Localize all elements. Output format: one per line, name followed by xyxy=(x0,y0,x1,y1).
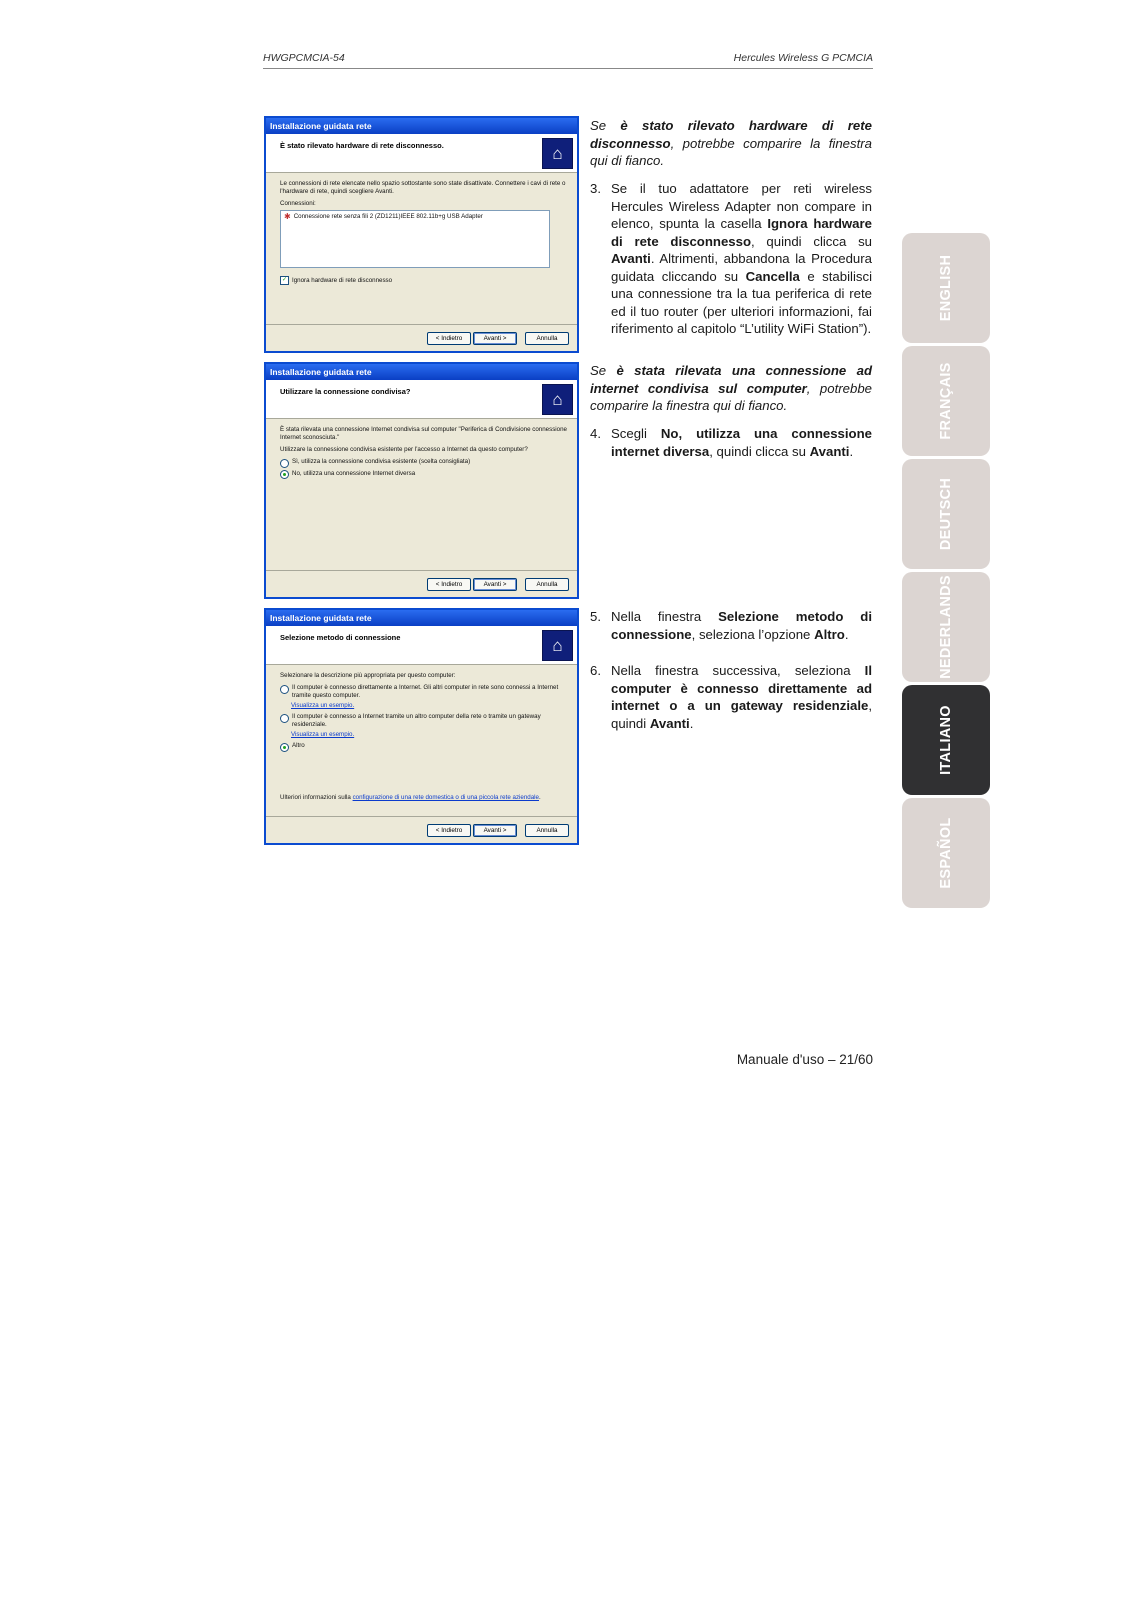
step-text xyxy=(611,662,872,732)
tab-label: NEDERLANDS xyxy=(938,575,954,679)
text-fragment: Nella finestra xyxy=(611,609,719,624)
text-fragment: , potrebbe comparire la finestra qui di fianco. xyxy=(590,135,872,168)
network-wizard-icon: ⌂ xyxy=(542,138,573,169)
text-fragment-bold: Avanti xyxy=(809,443,850,459)
dialog-description: Le connessioni di rete elencate nello spazio sottostante sono state disattivate. Connettere i cavi di rete o l'hardware di rete, quindi scegliere Avanti. xyxy=(280,180,566,195)
more-info-text xyxy=(280,794,541,801)
ignore-hardware-checkbox[interactable] xyxy=(280,276,567,285)
text-fragment: , quindi clicca su xyxy=(709,443,810,459)
text-fragment: , quindi clicca su xyxy=(751,233,872,249)
dialog-heading: È stato rilevato hardware di rete disconnesso. xyxy=(280,141,444,150)
example-link-2[interactable]: Visualizza un esempio. xyxy=(291,731,355,738)
text-fragment-bold: Selezione metodo di connessione xyxy=(611,609,872,642)
tab-label: DEUTSCH xyxy=(938,477,954,551)
text-fragment: . Altrimenti, abbandona la Procedura guidata cliccando su xyxy=(611,251,872,284)
dialog-buttons xyxy=(427,332,569,345)
radio-label: No, utilizza una connessione Internet diversa xyxy=(292,469,416,477)
text-fragment-bold: è stata rilevata una connessione ad internet condivisa sul computer xyxy=(590,363,872,396)
dialog-shared-connection xyxy=(264,362,579,599)
cancel-button[interactable]: Annulla xyxy=(525,332,569,345)
next-button[interactable]: Avanti > xyxy=(473,824,517,837)
tab-deutsch[interactable] xyxy=(902,459,990,569)
radio-use-shared[interactable] xyxy=(280,458,567,468)
radio-label: Il computer è connesso direttamente a Internet. Gli altri computer in rete sono connessi a Internet tramite questo computer. xyxy=(292,684,559,699)
header-product-name: Hercules Wireless G PCMCIA xyxy=(733,52,873,64)
text-fragment-bold: è stato rilevato hardware di rete disconnesso xyxy=(590,118,872,151)
dialog-description: È stata rilevata una connessione Internet condivisa sul computer "Periferica di Condivisione connessione Internet sconosciuta." xyxy=(280,426,567,441)
cancel-button[interactable]: Annulla xyxy=(525,824,569,837)
text-fragment: Se il tuo adattatore per reti wireless Hercules Wireless Adapter non compare in elenco, spunta la casella xyxy=(611,181,872,231)
tab-nederlands[interactable] xyxy=(902,572,990,682)
dialog-header xyxy=(266,380,577,419)
example-link-1[interactable]: Visualizza un esempio. xyxy=(291,702,355,709)
network-wizard-icon: ⌂ xyxy=(542,630,573,661)
radio-via-gateway[interactable] xyxy=(280,713,567,729)
wireless-adapter-icon: ✱ xyxy=(284,212,291,221)
text-fragment: Scegli xyxy=(611,426,661,441)
text-fragment: . xyxy=(849,443,854,459)
connections-list[interactable] xyxy=(280,210,550,268)
radio-unselected-icon xyxy=(280,685,289,694)
dialog-buttons xyxy=(427,578,569,591)
radio-use-different[interactable] xyxy=(280,470,567,480)
more-info-suffix: . xyxy=(539,794,541,801)
back-button[interactable]: < Indietro xyxy=(427,824,471,837)
step-number: 5. xyxy=(590,609,601,624)
step-4 xyxy=(590,425,872,460)
radio-label: Altro xyxy=(292,742,305,749)
dialog-question: Utilizzare la connessione condivisa esistente per l'accesso a Internet da questo computer? xyxy=(280,446,528,453)
dialog-titlebar: Installazione guidata rete xyxy=(266,364,577,380)
radio-unselected-icon xyxy=(280,459,289,468)
dialog-body xyxy=(280,426,567,481)
radio-other[interactable] xyxy=(280,742,567,752)
step-3 xyxy=(590,180,872,338)
radio-selected-icon xyxy=(280,743,289,752)
page-footer: Manuale d'uso – 21/60 xyxy=(736,1052,873,1067)
tab-espanol[interactable] xyxy=(902,798,990,908)
next-button[interactable]: Avanti > xyxy=(473,332,517,345)
radio-label: Sì, utilizza la connessione condivisa esistente (scelta consigliata) xyxy=(292,458,471,465)
text-fragment: Nella finestra successiva, seleziona xyxy=(611,663,865,678)
header-doc-code: HWGPCMCIA-54 xyxy=(263,52,345,64)
list-item-label: Connessione rete senza fili 2 (ZD1211)IEEE 802.11b+g USB Adapter xyxy=(293,213,483,220)
tab-english[interactable] xyxy=(902,233,990,343)
text-fragment: . xyxy=(689,715,694,731)
list-item[interactable] xyxy=(284,213,546,221)
text-fragment: Se xyxy=(590,363,617,378)
radio-direct-internet[interactable] xyxy=(280,684,567,700)
text-fragment-bold: No, utilizza una connessione internet diversa xyxy=(611,426,872,459)
text-fragment: , quindi xyxy=(611,698,872,731)
footer-divider xyxy=(266,324,577,325)
footer-divider xyxy=(266,570,577,571)
text-fragment-bold: Avanti xyxy=(611,251,651,266)
dialog-heading: Utilizzare la connessione condivisa? xyxy=(280,387,411,396)
radio-unselected-icon xyxy=(280,714,289,723)
intro-paragraph-2 xyxy=(590,362,872,415)
tab-francais[interactable] xyxy=(902,346,990,456)
header-divider xyxy=(263,68,873,69)
radio-label: Il computer è connesso a Internet tramite un altro computer della rete o tramite un gateway residenziale. xyxy=(292,713,541,728)
dialog-heading: Selezione metodo di connessione xyxy=(280,633,401,642)
text-fragment-bold: Avanti xyxy=(649,715,690,731)
dialog-disconnected-hardware xyxy=(264,116,579,353)
text-fragment: e stabilisci una connessione tra la tua periferica di rete ed il tuo router (per ulteriori informazioni, fai riferimento al capitolo “L’utility WiFi Station”). xyxy=(611,268,873,336)
step-text xyxy=(611,608,872,643)
back-button[interactable]: < Indietro xyxy=(427,578,471,591)
network-wizard-icon: ⌂ xyxy=(542,384,573,415)
step-text xyxy=(611,180,872,338)
step-text xyxy=(611,425,872,460)
checkbox-label: Ignora hardware di rete disconnesso xyxy=(292,276,393,284)
tab-label: ITALIANO xyxy=(938,705,954,775)
dialog-body xyxy=(280,180,567,285)
text-fragment-bold: Altro xyxy=(814,626,845,642)
home-network-link[interactable]: configurazione di una rete domestica o di una piccola rete aziendale xyxy=(352,794,539,801)
dialog-header xyxy=(266,134,577,173)
checkbox-checked-icon: ✓ xyxy=(281,277,288,283)
back-button[interactable]: < Indietro xyxy=(427,332,471,345)
intro-paragraph-1 xyxy=(590,117,872,170)
tab-label: ESPAÑOL xyxy=(938,817,954,889)
tab-label: FRANÇAIS xyxy=(938,362,954,440)
footer-divider xyxy=(266,816,577,817)
dialog-titlebar: Installazione guidata rete xyxy=(266,118,577,134)
text-fragment: , seleziona l’opzione xyxy=(691,626,815,642)
tab-label: ENGLISH xyxy=(938,254,954,322)
radio-selected-icon xyxy=(280,470,289,479)
dialog-body xyxy=(280,672,567,754)
step-number: 3. xyxy=(590,181,601,196)
step-6 xyxy=(590,662,872,732)
tab-italiano[interactable] xyxy=(902,685,990,795)
connections-label: Connessioni: xyxy=(280,200,316,207)
step-number: 4. xyxy=(590,426,601,441)
text-fragment: Se xyxy=(590,118,621,133)
text-fragment: , potrebbe comparire la finestra qui di fianco. xyxy=(590,380,872,413)
step-5 xyxy=(590,608,872,643)
cancel-button[interactable]: Annulla xyxy=(525,578,569,591)
text-fragment-bold: Cancella xyxy=(745,268,800,284)
dialog-buttons xyxy=(427,824,569,837)
step-number: 6. xyxy=(590,663,601,678)
text-fragment-bold: Il computer è connesso direttamente ad internet o a un gateway residenziale xyxy=(611,663,872,713)
text-fragment: . xyxy=(844,626,849,642)
dialog-description: Selezionare la descrizione più appropriata per questo computer: xyxy=(280,672,456,679)
dialog-connection-method xyxy=(264,608,579,845)
more-info-prefix: Ulteriori informazioni sulla xyxy=(280,794,353,801)
dialog-titlebar: Installazione guidata rete xyxy=(266,610,577,626)
next-button[interactable]: Avanti > xyxy=(473,578,517,591)
dialog-header xyxy=(266,626,577,665)
text-fragment-bold: Ignora hardware di rete disconnesso xyxy=(611,216,872,249)
